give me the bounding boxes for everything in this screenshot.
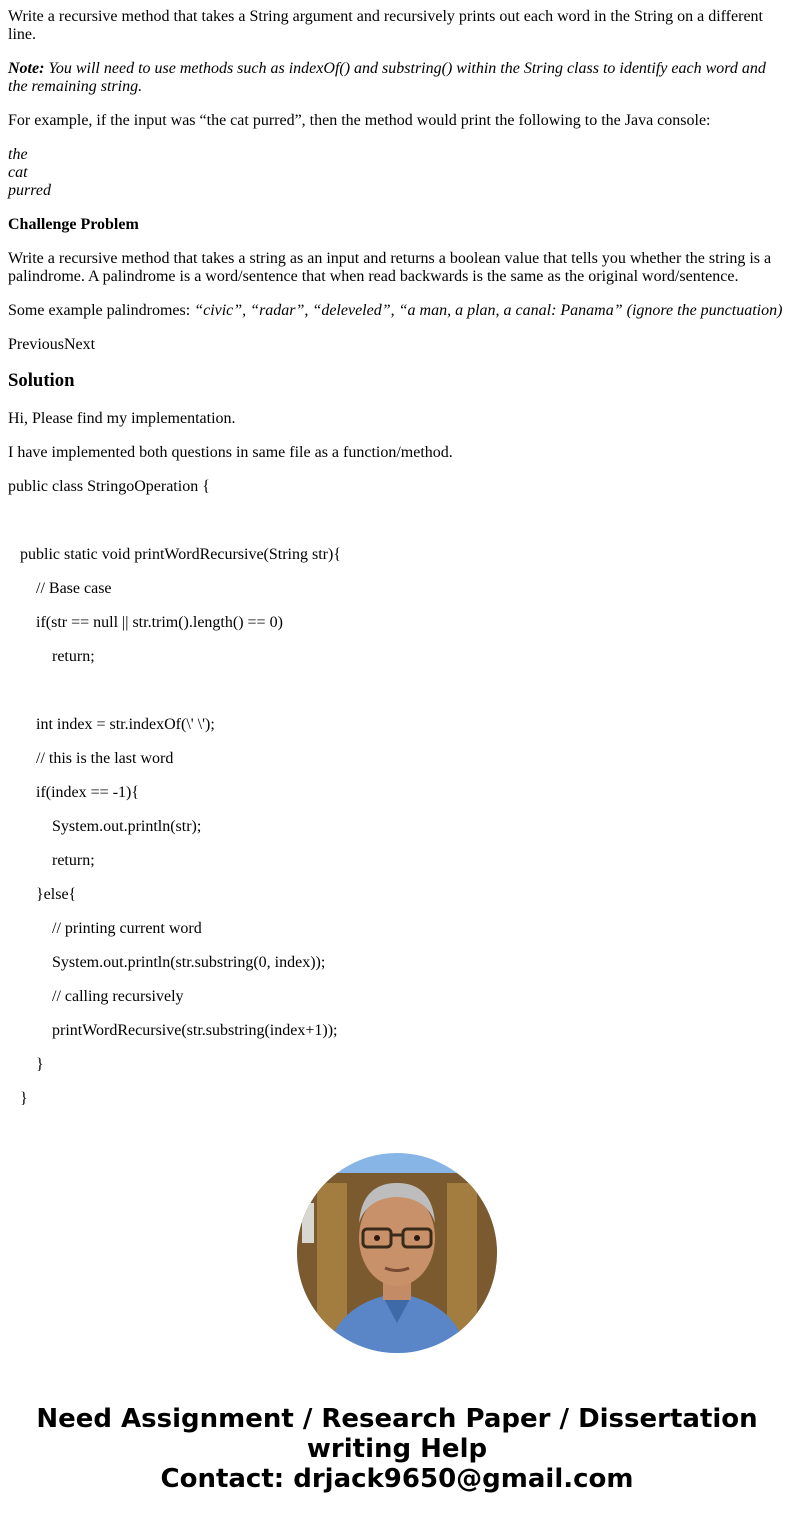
code-blank xyxy=(8,682,786,716)
example-word: purred xyxy=(8,182,51,199)
code-line: public class StringoOperation { xyxy=(8,478,210,495)
code-line: }else{ xyxy=(36,886,77,903)
banner-line-1: Need Assignment / Research Paper / Dissertation xyxy=(36,1404,758,1434)
code-line: return; xyxy=(52,852,95,869)
code-line: return; xyxy=(52,648,95,665)
challenge-title: Challenge Problem xyxy=(8,216,139,233)
solution-heading: Solution xyxy=(8,370,75,391)
palindrome-list: “civic”, “radar”, “deleveled”, “a man, a plan, a canal: Panama” (ignore the punctuation) xyxy=(194,302,783,319)
code-line: printWordRecursive(str.substring(index+1)); xyxy=(52,1022,338,1039)
example-intro: For example, if the input was “the cat purred”, then the method would print the following to the Java console: xyxy=(8,112,711,129)
previous-link[interactable]: Previous xyxy=(8,336,64,353)
palindrome-prefix: Some example palindromes: xyxy=(8,302,195,319)
challenge-text: Write a recursive method that takes a string as an input and returns a boolean value that tells you whether the string is a palindrome. A palindrome is a word/sentence that when read backwards is the same as the original word/sentence. xyxy=(8,250,772,285)
question-intro: Write a recursive method that takes a String argument and recursively prints out each word in the String on a different line. xyxy=(8,8,763,43)
example-word: the xyxy=(8,146,28,163)
code-line: if(index == -1){ xyxy=(36,784,140,801)
pagination xyxy=(8,336,786,354)
code-line: public static void printWordRecursive(String str){ xyxy=(20,546,341,563)
code-line: System.out.println(str); xyxy=(52,818,202,835)
promo-banner xyxy=(0,1404,794,1494)
code-line: } xyxy=(36,1056,44,1073)
code-line: // Base case xyxy=(36,580,112,597)
code-block xyxy=(8,478,786,1108)
code-line: // calling recursively xyxy=(52,988,184,1005)
next-link[interactable]: Next xyxy=(64,336,96,353)
code-blank xyxy=(8,512,786,546)
banner-contact: Contact: drjack9650@gmail.com xyxy=(160,1464,634,1494)
code-line: // printing current word xyxy=(52,920,202,937)
example-word: cat xyxy=(8,164,28,181)
solution-line-1: Hi, Please find my implementation. xyxy=(8,410,236,427)
code-line: } xyxy=(20,1090,28,1107)
question-note xyxy=(8,60,786,96)
example-output xyxy=(8,146,786,200)
palindrome-examples xyxy=(8,302,786,320)
code-line: if(str == null || str.trim().length() == 0) xyxy=(36,614,283,631)
code-line: int index = str.indexOf(\' \'); xyxy=(36,716,215,733)
banner-line-2: writing Help xyxy=(306,1434,488,1464)
solution-line-2: I have implemented both questions in same file as a function/method. xyxy=(8,444,453,461)
code-line: // this is the last word xyxy=(36,750,174,767)
code-line: System.out.println(str.substring(0, index)); xyxy=(52,954,326,971)
main-content xyxy=(8,8,786,1124)
author-avatar xyxy=(297,1153,497,1353)
note-label: Note: xyxy=(8,60,45,77)
note-text: You will need to use methods such as indexOf() and substring() within the String class to identify each word and the remaining string. xyxy=(8,60,766,95)
person-photo-icon xyxy=(297,1153,497,1353)
